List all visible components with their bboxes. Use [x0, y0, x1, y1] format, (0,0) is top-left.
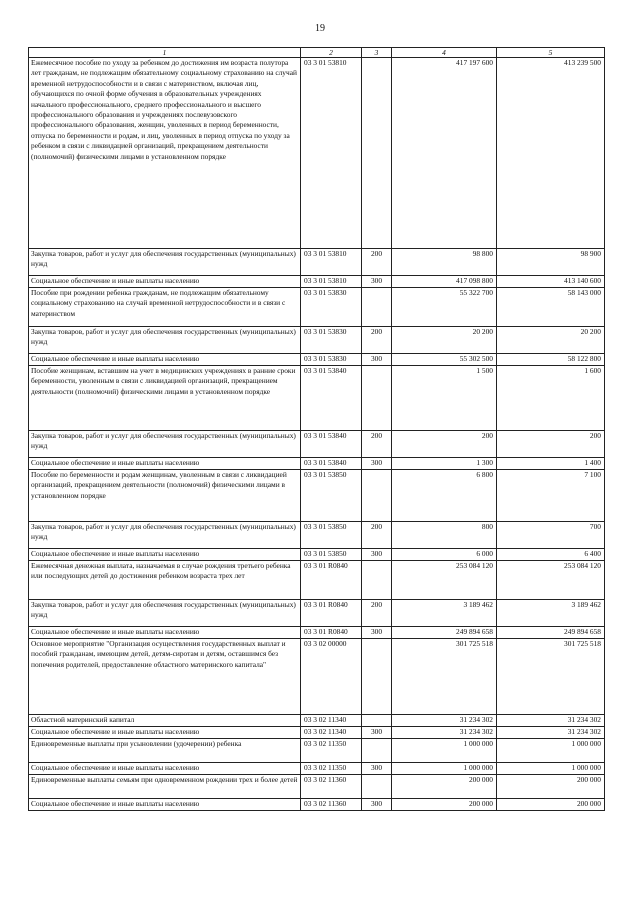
row-target-code: 03 3 02 11360: [301, 799, 362, 811]
row-target-code: 03 3 02 11360: [301, 775, 362, 799]
row-amount-year-1: 20 200: [392, 327, 497, 354]
row-target-code: 03 3 01 53850: [301, 549, 362, 561]
row-expense-type: [362, 288, 392, 327]
table-row: [29, 327, 605, 354]
row-target-code: 03 3 01 R0840: [301, 627, 362, 639]
table-row: [29, 727, 605, 739]
row-target-code: 03 3 01 R0840: [301, 600, 362, 627]
row-amount-year-1: 301 725 518: [392, 639, 497, 715]
row-amount-year-2: 58 122 800: [497, 354, 605, 366]
row-target-code: 03 3 01 53810: [301, 58, 362, 249]
table-row: [29, 739, 605, 763]
row-amount-year-2: 301 725 518: [497, 639, 605, 715]
table-row: [29, 549, 605, 561]
row-amount-year-1: 200 000: [392, 799, 497, 811]
row-amount-year-2: 7 100: [497, 470, 605, 522]
table-row: [29, 775, 605, 799]
row-expense-type: [362, 561, 392, 600]
row-amount-year-2: 200 000: [497, 799, 605, 811]
table-row: [29, 627, 605, 639]
table-row: [29, 799, 605, 811]
row-name: Социальное обеспечение и иные выплаты населению: [29, 354, 301, 366]
row-expense-type: [362, 639, 392, 715]
row-name: Пособие при рождении ребенка гражданам, не подлежащим обязательному социальному страхованию на случай временной нетрудоспособности и в связи с материнством: [29, 288, 301, 327]
row-expense-type: 200: [362, 249, 392, 276]
row-name: Единовременные выплаты семьям при одновременном рождении трех и более детей: [29, 775, 301, 799]
row-amount-year-2: 6 400: [497, 549, 605, 561]
row-amount-year-1: 6 800: [392, 470, 497, 522]
row-target-code: 03 3 02 00000: [301, 639, 362, 715]
row-name: Социальное обеспечение и иные выплаты населению: [29, 627, 301, 639]
row-amount-year-1: 253 084 120: [392, 561, 497, 600]
row-target-code: 03 3 01 53830: [301, 327, 362, 354]
row-amount-year-2: 253 084 120: [497, 561, 605, 600]
header-row: [29, 48, 605, 58]
row-target-code: 03 3 02 11340: [301, 727, 362, 739]
row-amount-year-1: 1 300: [392, 458, 497, 470]
row-target-code: 03 3 02 11350: [301, 763, 362, 775]
row-amount-year-1: 200: [392, 431, 497, 458]
row-expense-type: 300: [362, 354, 392, 366]
row-expense-type: 200: [362, 327, 392, 354]
row-amount-year-2: 98 900: [497, 249, 605, 276]
row-name: Социальное обеспечение и иные выплаты населению: [29, 549, 301, 561]
row-name: Ежемесячная денежная выплата, назначаемая в случае рождения третьего ребенка или последующих детей до достижения ребенком возраста трех лет: [29, 561, 301, 600]
row-amount-year-1: 6 000: [392, 549, 497, 561]
budget-table-body: [29, 48, 605, 811]
row-expense-type: 200: [362, 522, 392, 549]
table-row: [29, 431, 605, 458]
row-amount-year-2: 1 400: [497, 458, 605, 470]
row-amount-year-2: 1 000 000: [497, 739, 605, 763]
row-target-code: 03 3 02 11350: [301, 739, 362, 763]
row-amount-year-2: 413 239 500: [497, 58, 605, 249]
row-target-code: 03 3 01 53810: [301, 276, 362, 288]
row-expense-type: 200: [362, 600, 392, 627]
table-row: [29, 470, 605, 522]
row-name: Единовременные выплаты при усыновлении (удочерении) ребенка: [29, 739, 301, 763]
row-expense-type: 300: [362, 276, 392, 288]
column-number-1: 1: [29, 48, 301, 58]
row-amount-year-2: 58 143 000: [497, 288, 605, 327]
row-expense-type: [362, 715, 392, 727]
table-row: [29, 639, 605, 715]
row-name: Закупка товаров, работ и услуг для обеспечения государственных (муниципальных) нужд: [29, 522, 301, 549]
row-name: Социальное обеспечение и иные выплаты населению: [29, 458, 301, 470]
row-amount-year-1: 55 322 700: [392, 288, 497, 327]
row-amount-year-1: 98 800: [392, 249, 497, 276]
row-expense-type: 300: [362, 763, 392, 775]
row-target-code: 03 3 01 53840: [301, 366, 362, 431]
table-row: [29, 600, 605, 627]
row-name: Социальное обеспечение и иные выплаты населению: [29, 763, 301, 775]
row-expense-type: [362, 58, 392, 249]
column-number-3: 3: [362, 48, 392, 58]
row-amount-year-2: 3 189 462: [497, 600, 605, 627]
row-expense-type: 300: [362, 727, 392, 739]
row-target-code: 03 3 01 53850: [301, 522, 362, 549]
row-amount-year-1: 55 302 500: [392, 354, 497, 366]
row-amount-year-1: 200 000: [392, 775, 497, 799]
row-amount-year-1: 417 098 800: [392, 276, 497, 288]
column-number-2: 2: [301, 48, 362, 58]
row-expense-type: [362, 775, 392, 799]
row-amount-year-2: 413 140 600: [497, 276, 605, 288]
row-amount-year-1: 1 500: [392, 366, 497, 431]
page-number: 19: [315, 23, 325, 34]
row-name: Ежемесячное пособие по уходу за ребенком до достижения им возраста полутора лет гражданам, не подлежащим обязательному социальному страхованию на случай временной нетрудоспособности и в связи с материнством, включая лиц, обучающихся по очной форме обучения в образовательных учреждениях начального профессионального, среднего профессионального и высшего профессионального образования и учреждениях послевузовского профессионального образования, женщин, уволенных в период беременности, отпуска по беременности и родам, и лиц, уволенных в период отпуска по уходу за ребенком в связи с ликвидацией организаций, прекращением деятельности (полномочий) физическими лицами в установленном порядке: [29, 58, 301, 249]
row-name: Основное мероприятие "Организация осуществления государственных выплат и пособий гражданам, имеющим детей, детям-сиротам и детям, оставшимся без попечения родителей, предоставление областного материнского капитала": [29, 639, 301, 715]
table-row: [29, 522, 605, 549]
row-name: Социальное обеспечение и иные выплаты населению: [29, 727, 301, 739]
row-target-code: 03 3 01 53840: [301, 458, 362, 470]
row-expense-type: 200: [362, 431, 392, 458]
row-amount-year-2: 20 200: [497, 327, 605, 354]
table-row: [29, 715, 605, 727]
table-row: [29, 249, 605, 276]
row-expense-type: [362, 470, 392, 522]
row-name: Социальное обеспечение и иные выплаты населению: [29, 799, 301, 811]
row-amount-year-2: 200 000: [497, 775, 605, 799]
row-amount-year-1: 3 189 462: [392, 600, 497, 627]
table-row: [29, 366, 605, 431]
row-amount-year-1: 31 234 302: [392, 715, 497, 727]
table-row: [29, 763, 605, 775]
row-target-code: 03 3 02 11340: [301, 715, 362, 727]
row-amount-year-2: 31 234 302: [497, 727, 605, 739]
row-expense-type: [362, 366, 392, 431]
table-row: [29, 288, 605, 327]
row-amount-year-2: 1 000 000: [497, 763, 605, 775]
row-amount-year-2: 700: [497, 522, 605, 549]
table-row: [29, 458, 605, 470]
row-amount-year-2: 200: [497, 431, 605, 458]
row-name: Закупка товаров, работ и услуг для обеспечения государственных (муниципальных) нужд: [29, 327, 301, 354]
row-expense-type: 300: [362, 799, 392, 811]
table-row: [29, 58, 605, 249]
row-target-code: 03 3 01 53850: [301, 470, 362, 522]
row-name: Социальное обеспечение и иные выплаты населению: [29, 276, 301, 288]
budget-table: [28, 47, 605, 811]
row-amount-year-1: 31 234 302: [392, 727, 497, 739]
row-expense-type: 300: [362, 627, 392, 639]
row-target-code: 03 3 01 53840: [301, 431, 362, 458]
table-row: [29, 561, 605, 600]
row-expense-type: 300: [362, 549, 392, 561]
row-name: Закупка товаров, работ и услуг для обеспечения государственных (муниципальных) нужд: [29, 600, 301, 627]
row-name: Пособие женщинам, вставшим на учет в медицинских учреждениях в ранние сроки беременности, уволенным в связи с ликвидацией организаций, прекращением деятельности (полномочий) физическими лицами в установленном порядке: [29, 366, 301, 431]
row-amount-year-2: 249 894 658: [497, 627, 605, 639]
column-number-5: 5: [497, 48, 605, 58]
column-number-4: 4: [392, 48, 497, 58]
row-expense-type: 300: [362, 458, 392, 470]
row-amount-year-1: 800: [392, 522, 497, 549]
row-target-code: 03 3 01 R0840: [301, 561, 362, 600]
row-amount-year-1: 1 000 000: [392, 763, 497, 775]
row-target-code: 03 3 01 53830: [301, 288, 362, 327]
row-amount-year-1: 417 197 600: [392, 58, 497, 249]
table-row: [29, 354, 605, 366]
row-amount-year-1: 1 000 000: [392, 739, 497, 763]
row-amount-year-2: 31 234 302: [497, 715, 605, 727]
table-row: [29, 276, 605, 288]
row-expense-type: [362, 739, 392, 763]
row-name: Областной материнский капитал: [29, 715, 301, 727]
row-amount-year-2: 1 600: [497, 366, 605, 431]
row-name: Пособие по беременности и родам женщинам, уволенным в связи с ликвидацией организаций, прекращением деятельности (полномочий) физическими лицами в установленном порядке: [29, 470, 301, 522]
row-name: Закупка товаров, работ и услуг для обеспечения государственных (муниципальных) нужд: [29, 249, 301, 276]
row-name: Закупка товаров, работ и услуг для обеспечения государственных (муниципальных) нужд: [29, 431, 301, 458]
row-target-code: 03 3 01 53830: [301, 354, 362, 366]
row-amount-year-1: 249 894 658: [392, 627, 497, 639]
row-target-code: 03 3 01 53810: [301, 249, 362, 276]
